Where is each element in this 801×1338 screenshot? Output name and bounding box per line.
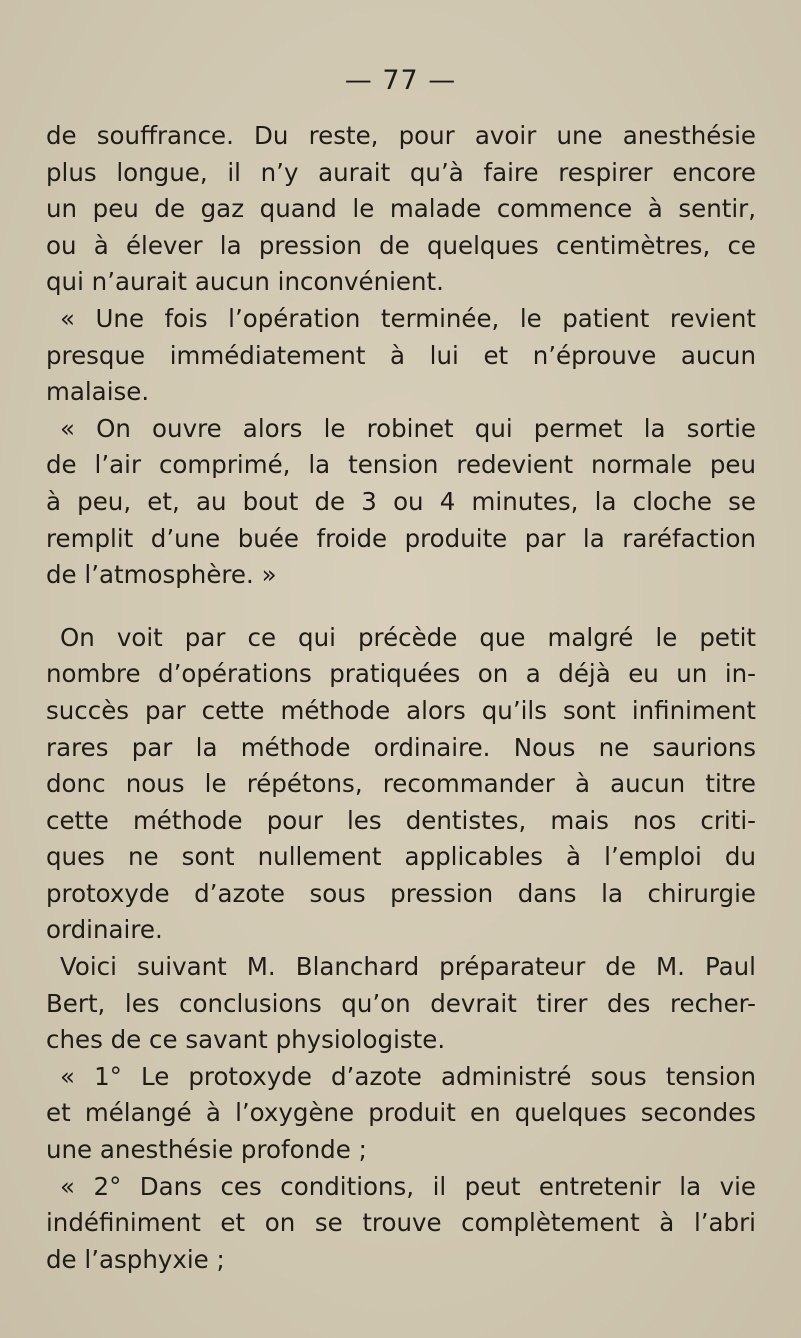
text-line: malaise. [46,377,150,407]
text-line: à peu, et, au bout de 3 ou 4 minutes, la cloche se [46,486,756,516]
text-line: de l’asphyxie ; [46,1244,225,1274]
text-line: une anesthésie profonde ; [46,1135,367,1165]
text-line: indéfiniment et on se trouve complètement à l’abri [46,1208,756,1238]
text-line: Voici suivant M. Blanchard préparateur de M. Paul [60,952,756,982]
text-line: On voit par ce qui précède que malgré le petit [60,622,756,652]
page-number: — 77 — [344,65,457,96]
text-line: ques ne sont nullement applicables à l’emploi du [46,842,756,872]
body-text [46,118,756,1278]
paragraph-gap [46,594,756,620]
text-line: ches de ce savant physiologiste. [46,1025,446,1055]
text-line: protoxyde d’azote sous pression dans la chirurgie [46,878,756,908]
text-line: « On ouvre alors le robinet qui permet la sortie [60,413,756,443]
text-line: ou à élever la pression de quelques centimètres, ce [46,230,756,260]
text-line: nombre d’opérations pratiquées on a déjà eu un in- [46,659,756,689]
text-line: remplit d’une buée froide produite par la raréfaction [46,523,756,553]
text-line: « 2° Dans ces conditions, il peut entretenir la vie [60,1171,756,1201]
text-line: presque immédiatement à lui et n’éprouve aucun [46,340,756,370]
text-line: rares par la méthode ordinaire. Nous ne saurions [46,732,756,762]
text-line: ordinaire. [46,915,163,945]
text-line: Bert, les conclusions qu’on devrait tirer des recher- [46,988,756,1018]
text-line: de l’air comprimé, la tension redevient normale peu [46,450,756,480]
text-line: qui n’aurait aucun inconvénient. [46,267,444,297]
text-line: donc nous le répétons, recommander à aucun titre [46,769,756,799]
text-line: plus longue, il n’y aurait qu’à faire respirer encore [46,157,756,187]
text-line: de l’atmosphère. » [46,560,277,590]
text-line: un peu de gaz quand le malade commence à sentir, [46,194,756,224]
text-line: « 1° Le protoxyde d’azote administré sous tension [60,1061,756,1091]
text-line: de souffrance. Du reste, pour avoir une anesthésie [46,121,756,150]
text-line: « Une fois l’opération terminée, le patient revient [60,303,756,333]
text-line: succès par cette méthode alors qu’ils sont infiniment [46,695,756,725]
text-line: cette méthode pour les dentistes, mais nos criti- [46,805,756,835]
text-line: et mélangé à l’oxygène produit en quelques secondes [46,1098,756,1128]
